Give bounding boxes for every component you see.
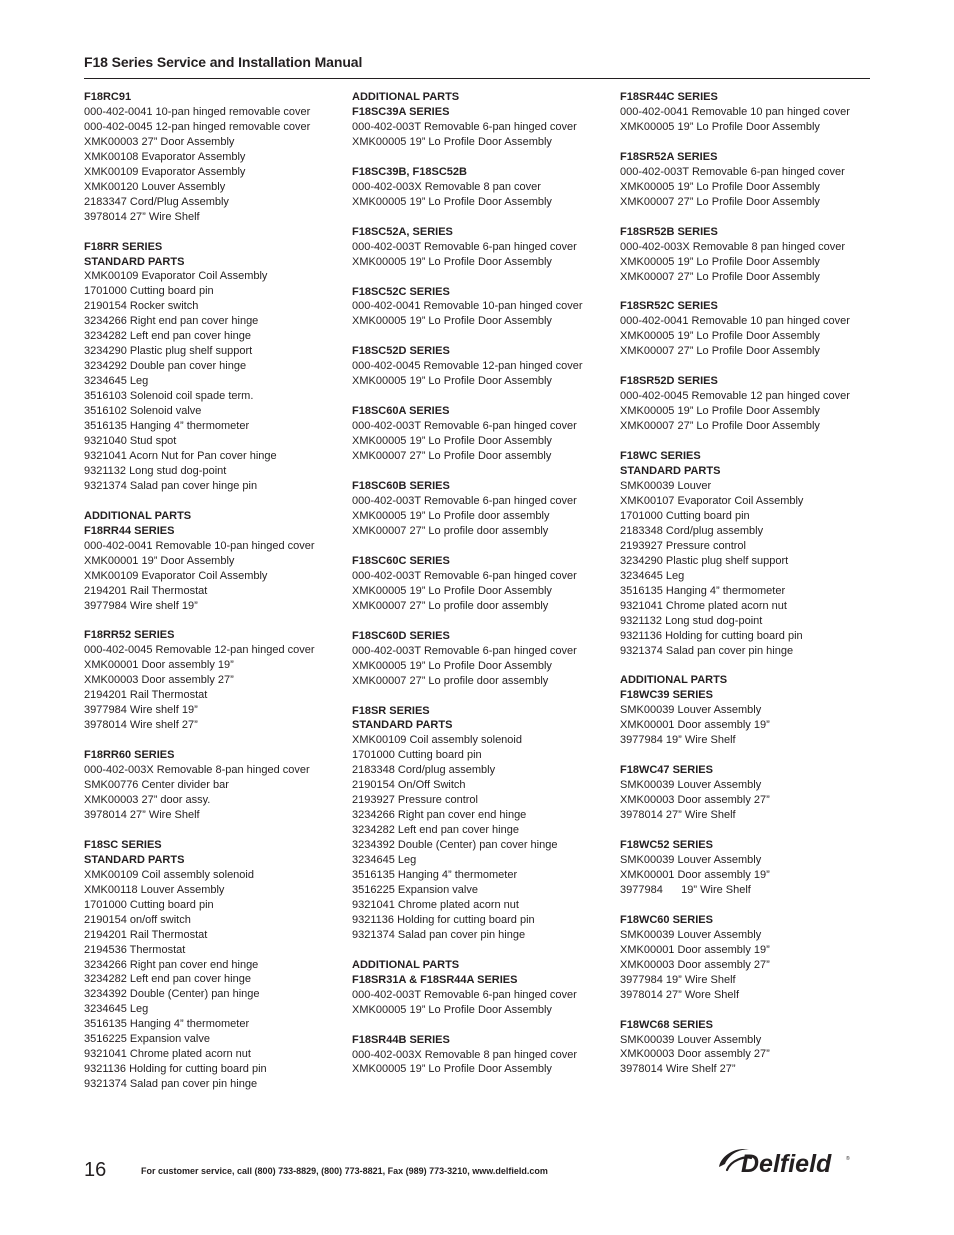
part-line: 3978014 Wire Shelf 27”: [620, 1063, 736, 1076]
part-line: 000-402-003T Removable 6-pan hinged cover: [352, 988, 577, 1001]
part-line: 3234282 Left end pan cover hinge: [84, 330, 251, 343]
parts-section: [620, 225, 880, 285]
delfield-swoosh-icon: [715, 1140, 855, 1180]
section-heading: STANDARD PARTS: [84, 255, 185, 268]
section-heading: F18RR44 SERIES: [84, 524, 175, 537]
part-line: SMK00039 Louver Assembly: [620, 1033, 762, 1046]
part-line: 3234392 Double (Center) pan cover hinge: [352, 839, 558, 852]
part-line: 1701000 Cutting board pin: [84, 898, 214, 911]
part-line: 000-402-003X Removable 8 pan hinged cover: [620, 240, 846, 253]
section-heading: F18SR52C SERIES: [620, 300, 718, 313]
part-line: 3234645 Leg: [84, 375, 149, 388]
section-heading: F18SC52A, SERIES: [352, 225, 453, 238]
parts-section: [352, 554, 612, 614]
part-line: XMK00005 19” Lo Profile Door Assembly: [620, 180, 820, 193]
parts-section: [620, 673, 880, 748]
part-line: 2194536 Thermostat: [84, 943, 186, 956]
parts-column-1: [84, 90, 342, 1107]
part-line: 3516135 Hanging 4” thermometer: [352, 868, 518, 881]
part-line: XMK00007 27” Lo profile door assembly: [352, 524, 549, 537]
parts-section: [352, 165, 612, 210]
part-line: 2190154 Rocker switch: [84, 300, 199, 313]
part-line: 3978014 27” Wire Shelf: [84, 210, 200, 223]
part-line: 3234266 Right pan cover end hinge: [352, 809, 527, 822]
part-line: SMK00039 Louver: [620, 480, 712, 493]
part-line: XMK00005 19” Lo Profile Door Assembly: [620, 405, 820, 418]
part-line: XMK00003 Door assembly 27”: [620, 958, 770, 971]
part-line: 3234282 Left end pan cover hinge: [84, 973, 251, 986]
part-line: SMK00039 Louver Assembly: [620, 779, 762, 792]
section-heading: F18WC52 SERIES: [620, 839, 713, 852]
parts-section: [84, 748, 342, 823]
part-line: 3234266 Right end pan cover hinge: [84, 315, 259, 328]
part-line: XMK00109 Evaporator Coil Assembly: [84, 569, 268, 582]
section-group-heading: ADDITIONAL PARTS: [352, 958, 460, 971]
part-line: 2193927 Pressure control: [620, 539, 746, 552]
part-line: SMK00039 Louver Assembly: [620, 704, 762, 717]
part-line: 3516225 Expansion valve: [352, 883, 478, 896]
section-heading: F18SR31A & F18SR44A SERIES: [352, 973, 518, 986]
part-line: XMK00005 19” Lo Profile Door Assembly: [352, 584, 552, 597]
section-heading: F18SR52A SERIES: [620, 150, 718, 163]
part-line: 3234266 Right pan cover end hinge: [84, 958, 259, 971]
part-line: 3234292 Double pan cover hinge: [84, 360, 247, 373]
part-line: 3234645 Leg: [620, 569, 685, 582]
parts-section: [620, 763, 880, 823]
part-line: 000-402-003T Removable 6-pan hinged cover: [352, 120, 577, 133]
part-line: XMK00001 Door assembly 19”: [84, 659, 234, 672]
parts-section: [352, 404, 612, 464]
parts-section: [620, 299, 880, 359]
section-group-heading: F18SR SERIES: [352, 704, 430, 717]
part-line: SMK00039 Louver Assembly: [620, 853, 762, 866]
part-line: 000-402-0045 Removable 12 pan hinged cover: [620, 390, 850, 403]
section-group-heading: F18WC SERIES: [620, 450, 701, 463]
part-line: 3234290 Plastic plug shelf support: [84, 345, 253, 358]
part-line: 3234282 Left end pan cover hinge: [352, 824, 519, 837]
part-line: 3978014 27” Wire Shelf: [84, 808, 200, 821]
section-group-heading: ADDITIONAL PARTS: [84, 509, 192, 522]
section-heading: F18SC39A SERIES: [352, 105, 450, 118]
part-line: XMK00118 Louver Assembly: [84, 883, 225, 896]
part-line: XMK00007 27” Lo Profile Door Assembly: [620, 420, 820, 433]
part-line: 000-402-0041 Removable 10-pan hinged cover: [84, 539, 315, 552]
section-heading: F18SC52D SERIES: [352, 345, 450, 358]
part-line: 9321374 Salad pan cover hinge pin: [84, 479, 258, 492]
part-line: XMK00001 Door assembly 19”: [620, 868, 770, 881]
part-line: 9321136 Holding for cutting board pin: [620, 629, 803, 642]
part-line: 000-402-003T Removable 6-pan hinged cover: [352, 420, 577, 433]
part-line: 2194201 Rail Thermostat: [84, 928, 208, 941]
part-line: 9321374 Salad pan cover pin hinge: [620, 644, 794, 657]
section-heading: F18WC47 SERIES: [620, 764, 713, 777]
part-line: 000-402-0045 Removable 12-pan hinged cover: [84, 644, 315, 657]
part-line: 9321041 Chrome plated acorn nut: [352, 898, 519, 911]
section-heading: F18WC39 SERIES: [620, 689, 713, 702]
part-line: 000-402-0045 Removable 12-pan hinged cover: [352, 360, 583, 373]
part-line: XMK00007 27” Lo Profile Door Assembly: [620, 270, 820, 283]
part-line: 2193927 Pressure control: [352, 794, 478, 807]
part-line: XMK00120 Louver Assembly: [84, 180, 226, 193]
part-line: 000-402-003T Removable 6-pan hinged cover: [352, 240, 577, 253]
parts-section: [84, 628, 342, 733]
part-line: XMK00005 19” Lo Profile Door Assembly: [352, 315, 552, 328]
delfield-logo: [715, 1140, 855, 1180]
part-line: XMK00007 27” Lo Profile Door Assembly: [620, 195, 820, 208]
part-line: 9321374 Salad pan cover pin hinge: [84, 1078, 258, 1091]
part-line: 000-402-003T Removable 6-pan hinged cover: [352, 569, 577, 582]
parts-column-3: [620, 90, 880, 1092]
part-line: 3978014 27” Wire Shelf: [620, 809, 736, 822]
section-heading: F18SC60B SERIES: [352, 480, 450, 493]
section-heading: F18SR44C SERIES: [620, 91, 718, 103]
part-line: XMK00109 Evaporator Assembly: [84, 165, 246, 178]
part-line: XMK00007 27” Lo Profile Door assembly: [352, 450, 552, 463]
part-line: XMK00107 Evaporator Coil Assembly: [620, 494, 804, 507]
part-line: 3234392 Double (Center) pan hinge: [84, 988, 260, 1001]
part-line: 9321040 Stud spot: [84, 434, 177, 447]
part-line: 3977984 19” Wire Shelf: [620, 883, 751, 896]
part-line: XMK00003 Door assembly 27”: [620, 1048, 770, 1061]
part-line: 1701000 Cutting board pin: [620, 509, 750, 522]
parts-section: [352, 225, 612, 270]
part-line: 000-402-003X Removable 8 pan hinged cover: [352, 1048, 578, 1061]
parts-section: [620, 150, 880, 210]
part-line: XMK00108 Evaporator Assembly: [84, 150, 246, 163]
parts-column-2: [352, 90, 612, 1092]
part-line: XMK00005 19” Lo Profile Door Assembly: [352, 195, 552, 208]
parts-section: [620, 374, 880, 434]
section-heading: F18WC60 SERIES: [620, 913, 713, 926]
parts-section: [352, 629, 612, 689]
part-line: 9321041 Chrome plated acorn nut: [620, 599, 787, 612]
section-heading: F18SC52C SERIES: [352, 285, 450, 298]
part-line: 9321132 Long stud dog-point: [620, 614, 763, 627]
part-line: 000-402-0041 10-pan hinged removable cover: [84, 105, 311, 118]
part-line: 3234290 Plastic plug shelf support: [620, 554, 789, 567]
part-line: 3977984 19” Wire Shelf: [620, 973, 736, 986]
part-line: XMK00109 Evaporator Coil Assembly: [84, 270, 268, 283]
part-line: 3516135 Hanging 4” thermometer: [620, 584, 786, 597]
page-number: 16: [84, 1159, 107, 1181]
parts-section: [620, 913, 880, 1003]
part-line: 2190154 On/Off Switch: [352, 779, 466, 792]
part-line: 000-402-003T Removable 6-pan hinged cover: [352, 495, 577, 508]
customer-service-note: For customer service, call (800) 733-8829, (800) 773-8821, Fax (989) 773-3210, www.delfield.com: [141, 1166, 548, 1176]
part-line: XMK00003 Door assembly 27”: [84, 674, 234, 687]
parts-section: [352, 958, 612, 1018]
parts-section: [84, 509, 342, 614]
part-line: 9321041 Acorn Nut for Pan cover hinge: [84, 449, 277, 462]
section-heading: STANDARD PARTS: [620, 465, 721, 478]
part-line: 000-402-003X Removable 8 pan cover: [352, 180, 541, 193]
part-line: XMK00109 Coil assembly solenoid: [352, 734, 522, 747]
section-heading: STANDARD PARTS: [84, 853, 185, 866]
parts-section: [352, 479, 612, 539]
section-heading: F18SC60D SERIES: [352, 629, 450, 642]
part-line: XMK00005 19” Lo Profile Door Assembly: [620, 255, 820, 268]
part-line: XMK00003 27” Door Assembly: [84, 135, 235, 148]
parts-section: [620, 449, 880, 658]
part-line: XMK00005 19” Lo Profile Door Assembly: [352, 659, 552, 672]
parts-section: [84, 838, 342, 1092]
part-line: 2190154 on/off switch: [84, 913, 191, 926]
part-line: 000-402-0041 Removable 10-pan hinged cover: [352, 300, 583, 313]
part-line: 3978014 27” Wore Shelf: [620, 988, 740, 1001]
header-divider: [84, 78, 870, 79]
part-line: 000-402-0045 12-pan hinged removable cover: [84, 120, 311, 133]
part-line: SMK00039 Louver Assembly: [620, 928, 762, 941]
part-line: XMK00005 19” Lo Profile Door Assembly: [352, 435, 552, 448]
section-heading: F18RR52 SERIES: [84, 629, 175, 642]
part-line: XMK00005 19” Lo Profile door assembly: [352, 509, 550, 522]
parts-section: [352, 285, 612, 330]
part-line: XMK00003 Door assembly 27”: [620, 794, 770, 807]
part-line: 3516103 Solenoid coil spade term.: [84, 390, 254, 403]
part-line: 2183347 Cord/Plug Assembly: [84, 195, 229, 208]
section-heading: F18SR52D SERIES: [620, 375, 718, 388]
section-group-heading: F18SC SERIES: [84, 838, 162, 851]
part-line: 3234645 Leg: [84, 1003, 149, 1016]
section-group-heading: F18RR SERIES: [84, 240, 163, 253]
part-line: 1701000 Cutting board pin: [352, 749, 482, 762]
part-line: XMK00005 19” Lo Profile Door Assembly: [352, 1063, 552, 1076]
part-line: 000-402-003T Removable 6-pan hinged cover: [352, 644, 577, 657]
part-line: 9321041 Chrome plated acorn nut: [84, 1048, 251, 1061]
part-line: 3977984 Wire shelf 19”: [84, 704, 198, 717]
part-line: 2183348 Cord/plug assembly: [352, 764, 496, 777]
part-line: 3516135 Hanging 4” thermometer: [84, 1018, 250, 1031]
parts-section: [620, 1018, 880, 1078]
part-line: 000-402-003T Removable 6-pan hinged cover: [620, 165, 845, 178]
parts-section: [620, 90, 880, 135]
part-line: 000-402-003X Removable 8-pan hinged cover: [84, 764, 310, 777]
part-line: SMK00776 Center divider bar: [84, 779, 229, 792]
part-line: XMK00005 19” Lo Profile Door Assembly: [352, 1003, 552, 1016]
part-line: 2183348 Cord/plug assembly: [620, 524, 764, 537]
part-line: 3516102 Solenoid valve: [84, 405, 202, 418]
part-line: 2194201 Rail Thermostat: [84, 689, 208, 702]
part-line: 3978014 Wire shelf 27”: [84, 719, 198, 732]
section-heading: STANDARD PARTS: [352, 719, 453, 732]
part-line: 2194201 Rail Thermostat: [84, 584, 208, 597]
section-heading: F18RR60 SERIES: [84, 749, 175, 762]
part-line: 9321136 Holding for cutting board pin: [84, 1063, 267, 1076]
part-line: 3516225 Expansion valve: [84, 1033, 210, 1046]
part-line: XMK00001 Door assembly 19”: [620, 719, 770, 732]
part-line: XMK00007 27” Lo profile door assembly: [352, 599, 549, 612]
part-line: 3516135 Hanging 4” thermometer: [84, 420, 250, 433]
section-heading: F18SC60A SERIES: [352, 405, 450, 418]
part-line: 1701000 Cutting board pin: [84, 285, 214, 298]
part-line: XMK00003 27” door assy.: [84, 793, 211, 806]
part-line: XMK00005 19” Lo Profile Door Assembly: [352, 255, 552, 268]
section-heading: F18SR44B SERIES: [352, 1033, 450, 1046]
parts-section: [352, 90, 612, 150]
section-heading: F18SC60C SERIES: [352, 554, 450, 567]
parts-section: [352, 704, 612, 943]
part-line: 9321374 Salad pan cover pin hinge: [352, 928, 526, 941]
part-line: XMK00001 Door assembly 19”: [620, 943, 770, 956]
part-line: XMK00005 19” Lo Profile Door Assembly: [352, 135, 552, 148]
logo-wordmark: Delfield: [741, 1150, 832, 1178]
part-line: 000-402-0041 Removable 10 pan hinged cover: [620, 105, 850, 118]
part-line: 3977984 19” Wire Shelf: [620, 734, 736, 747]
part-line: 9321136 Holding for cutting board pin: [352, 913, 535, 926]
parts-section: [84, 90, 342, 225]
section-heading: F18SR52B SERIES: [620, 225, 718, 238]
part-line: XMK00007 27” Lo profile door assembly: [352, 674, 549, 687]
section-heading: F18WC68 SERIES: [620, 1018, 713, 1031]
parts-section: [352, 1033, 612, 1078]
parts-section: [352, 344, 612, 389]
part-line: XMK00109 Coil assembly solenoid: [84, 868, 254, 881]
svg-text:®: ®: [846, 1156, 850, 1162]
section-group-heading: ADDITIONAL PARTS: [352, 91, 460, 103]
parts-section: [84, 240, 342, 494]
part-line: XMK00001 19” Door Assembly: [84, 554, 235, 567]
page-title: F18 Series Service and Installation Manual: [84, 54, 363, 70]
part-line: XMK00005 19” Lo Profile Door Assembly: [620, 330, 820, 343]
part-line: XMK00007 27” Lo Profile Door Assembly: [620, 345, 820, 358]
part-line: XMK00005 19” Lo Profile Door Assembly: [620, 120, 820, 133]
part-line: 3977984 Wire shelf 19”: [84, 599, 198, 612]
part-line: 3234645 Leg: [352, 854, 417, 867]
part-line: 000-402-0041 Removable 10 pan hinged cover: [620, 315, 850, 328]
part-line: XMK00005 19” Lo Profile Door Assembly: [352, 375, 552, 388]
part-line: 9321132 Long stud dog-point: [84, 464, 227, 477]
section-heading: F18RC91: [84, 91, 132, 103]
section-heading: F18SC39B, F18SC52B: [352, 165, 467, 178]
parts-section: [620, 838, 880, 898]
section-group-heading: ADDITIONAL PARTS: [620, 674, 728, 687]
